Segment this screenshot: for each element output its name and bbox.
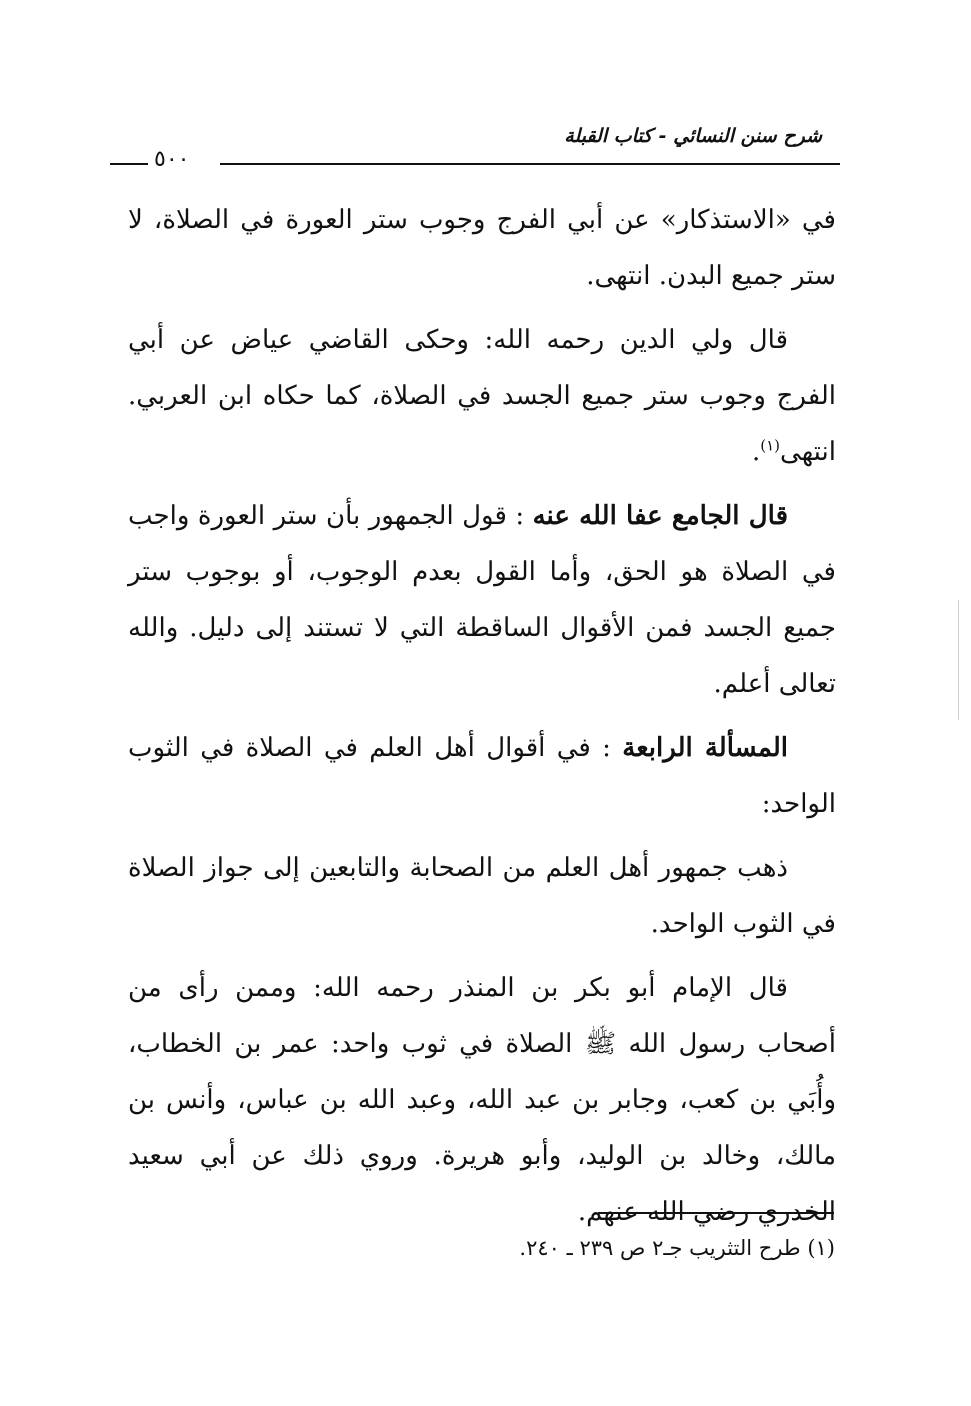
header-rule xyxy=(220,163,840,165)
paragraph-3 xyxy=(128,488,836,712)
paragraph-4 xyxy=(128,720,836,832)
paragraph-text: قال الإمام أبو بكر بن المنذر رحمه الله: وممن رأى من أصحاب رسول الله ﷺ الصلاة في ثوب واحد: عمر بن الخطاب، وأُبَي بن كعب، وجابر بن عبد الله، وعبد الله بن عباس، وأنس بن مالك، وخالد بن الوليد، وأبو هريرة. وروي ذلك عن أبي سعيد الخدري رضي الله عنهم. xyxy=(128,973,836,1227)
paragraph-6 xyxy=(128,960,836,1240)
paragraph-5 xyxy=(128,840,836,952)
section-heading: المسألة الرابعة xyxy=(622,733,789,763)
paragraph-text: قال ولي الدين رحمه الله: وحكى القاضي عياض عن أبي الفرج وجوب ستر جميع الجسد في الصلاة، كما حكاه ابن العربي. انتهى xyxy=(128,325,836,467)
page-number: ٥٠٠ xyxy=(154,147,190,172)
paragraph-1 xyxy=(128,192,836,304)
paragraph-tail: . xyxy=(751,437,761,467)
paragraph-2 xyxy=(128,312,836,480)
paragraph-text: ذهب جمهور أهل العلم من الصحابة والتابعين إلى جواز الصلاة في الثوب الواحد. xyxy=(128,853,836,939)
paragraph-text: في «الاستذكار» عن أبي الفرج وجوب ستر العورة في الصلاة، لا ستر جميع البدن. انتهى. xyxy=(128,205,836,291)
footnote-reference[interactable]: (١) xyxy=(760,436,781,455)
footnote: (١) طرح التثريب جـ٢ ص ٢٣٩ ـ ٢٤٠. xyxy=(519,1236,835,1260)
page-header xyxy=(110,125,840,175)
scan-edge-mark xyxy=(958,600,959,720)
footnote-separator xyxy=(598,1212,834,1214)
header-rule-short xyxy=(110,163,148,165)
paragraph-lead: قال الجامع عفا الله عنه xyxy=(532,501,788,531)
paragraph-text: : قول الجمهور بأن ستر العورة واجب في الصلاة هو الحق، وأما القول بعدم الوجوب، أو بوجوب ستر جميع الجسد فمن الأقوال الساقطة التي لا تستند إلى دليل. والله تعالى أعلم. xyxy=(128,501,836,699)
running-title: شرح سنن النسائي - كتاب القبلة xyxy=(564,125,822,147)
paragraph-text: : في أقوال أهل العلم في الصلاة في الثوب الواحد: xyxy=(128,733,836,819)
main-text xyxy=(128,192,836,1248)
